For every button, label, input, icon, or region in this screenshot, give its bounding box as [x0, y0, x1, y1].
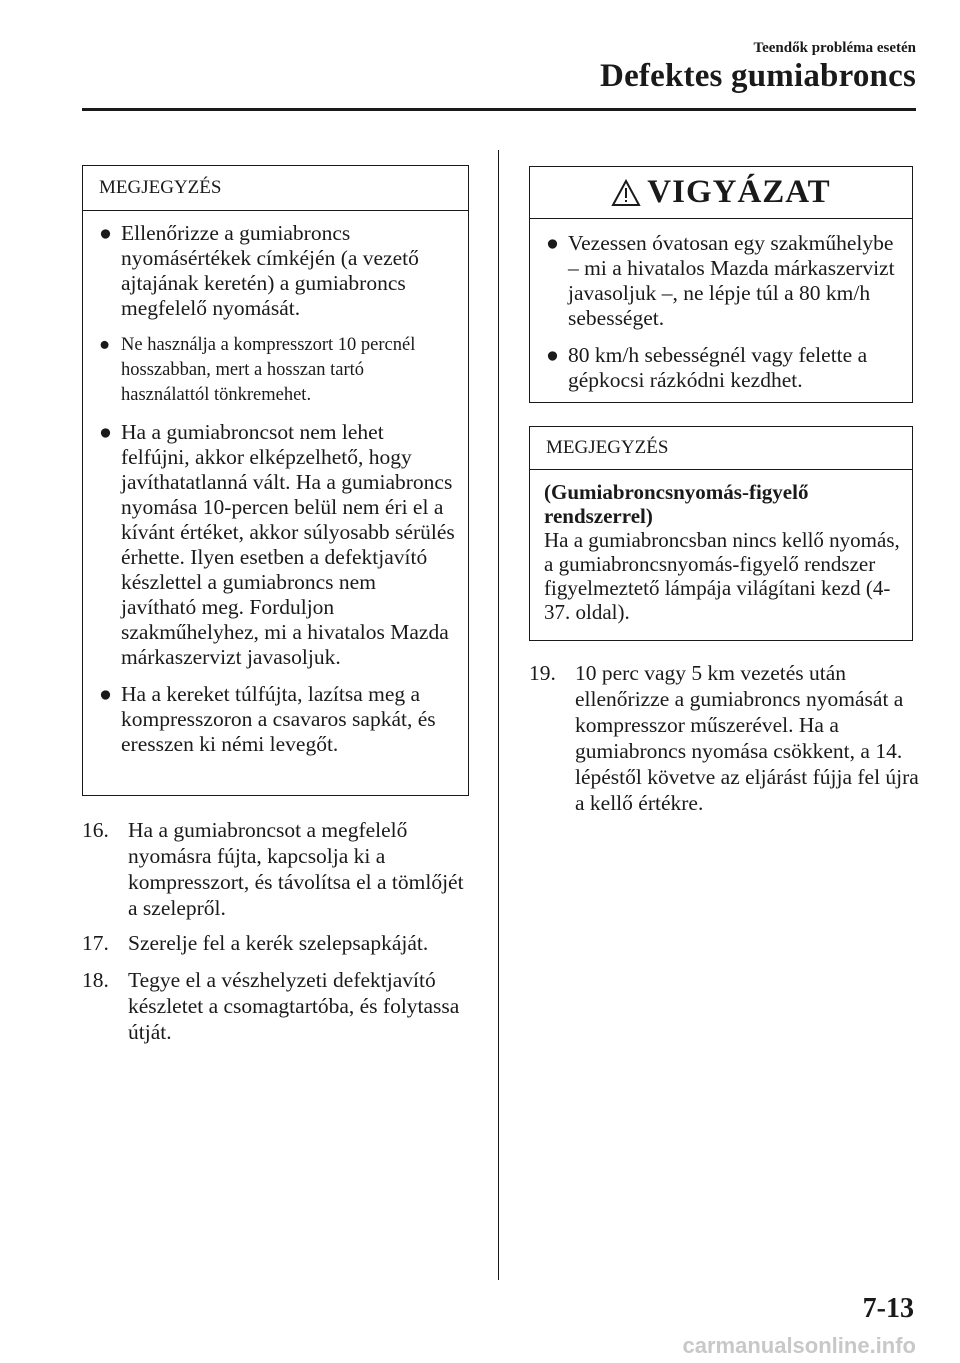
note-item-text: Ha a gumiabroncsot nem lehet felfújni, akkor elképzelhető, hogy javíthatatlanná vált. Ha a gumiabroncs nyomása 10-percen belül nem éri el a kívánt értéket, akkor súlyosabb sérülés érhette. Ilyen esetben a defektjavító készlettel a gumiabroncs nem javítható meg. Forduljon szakműhelyhez, mi a hivatalos Mazda márkaszervizt javasoljuk.	[121, 420, 455, 669]
right-note-body	[530, 470, 912, 634]
left-note-heading: MEGJEGYZÉS	[83, 166, 468, 211]
step-number: 18.	[82, 968, 109, 992]
caution-heading	[530, 167, 912, 219]
note-item-text: Ne használja a kompresszort 10 percnél hosszabban, mert a hosszan tartó használattól tönkremehet.	[121, 335, 416, 405]
caution-item-text: 80 km/h sebességnél vagy felette a gépkocsi rázkódni kezdhet.	[568, 343, 868, 392]
step-17	[82, 930, 472, 956]
right-note-text: Ha a gumiabroncsban nincs kellő nyomás, a gumiabroncsnyomás-figyelő rendszer figyelmeztető lámpája világítani kezd (4-37. oldal).	[544, 528, 900, 624]
caution-item-text: Vezessen óvatosan egy szakműhelybe – mi a hivatalos Mazda márkaszervizt javasoljuk –, ne lépje túl a 80 km/h sebességet.	[568, 231, 895, 330]
step-number: 17.	[82, 931, 109, 955]
bullet-icon: ●	[546, 343, 559, 367]
right-note-title: (Gumiabroncsnyomás-figyelő rendszerrel)	[544, 480, 809, 528]
right-note-box	[529, 426, 913, 641]
left-note-box	[82, 165, 469, 796]
step-text: Tegye el a vészhelyzeti defektjavító készletet a csomagtartóba, és folytassa útját.	[128, 968, 460, 1044]
bullet-icon: ●	[99, 335, 111, 355]
list-item	[99, 420, 456, 670]
bullet-icon: ●	[546, 231, 559, 255]
note-item-text: Ha a kereket túlfújta, lazítsa meg a kompresszoron a csavaros sapkát, és eresszen ki némi levegőt.	[121, 682, 436, 756]
left-note-body	[83, 211, 468, 781]
right-note-heading: MEGJEGYZÉS	[530, 427, 912, 470]
caution-box	[529, 166, 913, 403]
list-item	[99, 682, 456, 757]
list-item	[99, 333, 456, 408]
step-18	[82, 967, 472, 1045]
step-number: 19.	[529, 661, 556, 685]
step-19	[529, 660, 921, 816]
page-title: Defektes gumiabroncs	[600, 58, 916, 94]
bullet-icon: ●	[99, 682, 112, 706]
note-item-text: Ellenőrizze a gumiabroncs nyomásértékek címkéjén (a vezető ajtajának keretén) a gumiabroncs megfelelő nyomását.	[121, 221, 419, 320]
bullet-icon: ●	[99, 221, 112, 245]
caution-body	[530, 219, 912, 417]
page-number: 7-13	[862, 1293, 914, 1324]
step-text: Ha a gumiabroncsot a megfelelő nyomásra fújta, kapcsolja ki a kompresszort, és távolítsa el a tömlőjét a szelepről.	[128, 818, 464, 920]
header-divider	[82, 108, 916, 111]
step-16	[82, 817, 472, 921]
list-item	[99, 221, 456, 321]
watermark: carmanualsonline.info	[682, 1333, 916, 1358]
step-number: 16.	[82, 818, 109, 842]
caution-heading-text: VIGYÁZAT	[647, 174, 831, 210]
warning-triangle-icon	[611, 179, 641, 207]
list-item	[546, 343, 900, 393]
column-divider	[498, 150, 499, 1280]
step-text: 10 perc vagy 5 km vezetés után ellenőrizze a gumiabroncs nyomását a kompresszor műszerével. Ha a gumiabroncs nyomása csökkent, a 14. lépéstől követve az eljárást fújja fel újra a kellő értékre.	[575, 661, 919, 815]
bullet-icon: ●	[99, 420, 112, 444]
section-label: Teendők probléma esetén	[753, 40, 916, 56]
step-text: Szerelje fel a kerék szelepsapkáját.	[128, 931, 429, 955]
list-item	[546, 231, 900, 331]
